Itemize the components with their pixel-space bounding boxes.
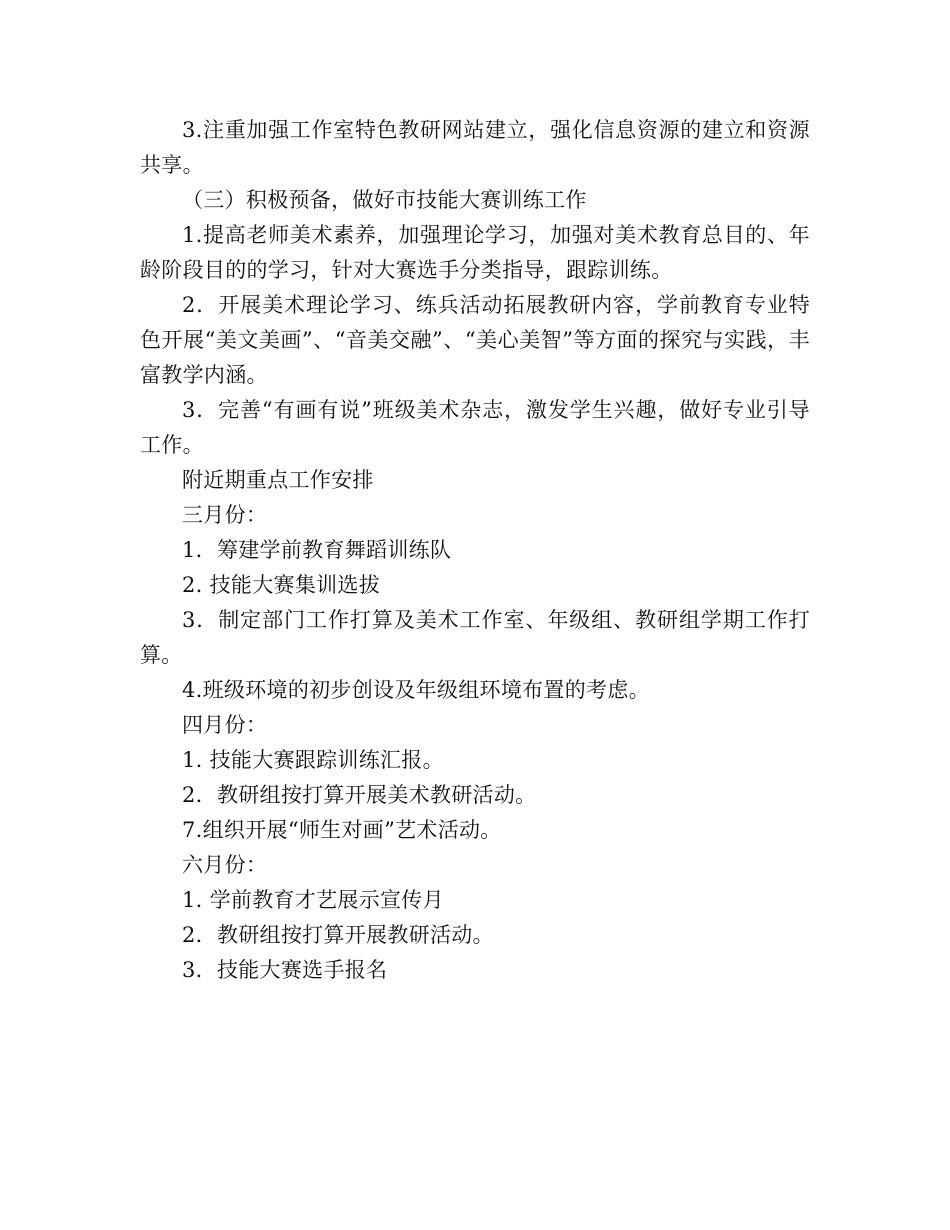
paragraph-art-theory: 2．开展美术理论学习、练兵活动拓展教研内容，学前教育专业特色开展“美文美画”、“音美交融”、“美心美智”等方面的探究与实践，丰富教学内涵。 [140,293,810,387]
list-item: 3．技能大赛选手报名 [182,958,388,982]
paragraph-teacher-literacy: 1.提高老师美术素养，加强理论学习，加强对美术教育总目的、年龄阶段目的的学习，针对大赛选手分类指导，跟踪训练。 [140,223,810,282]
month-heading-march: 三月份： [182,503,268,527]
month-heading-june: 六月份： [182,853,268,877]
list-item: 3．制定部门工作打算及美术工作室、年级组、教研组学期工作打算。 [140,608,810,667]
list-item: 1．筹建学前教育舞蹈训练队 [182,538,452,562]
heading-schedule: 附近期重点工作安排 [182,468,374,492]
month-heading-april: 四月份： [182,713,268,737]
list-item: 1. 学前教育才艺展示宣传月 [182,888,444,912]
list-item: 2. 技能大赛集训选拔 [182,573,381,597]
list-item: 4.班级环境的初步创设及年级组环境布置的考虑。 [182,678,650,702]
list-item: 2．教研组按打算开展教研活动。 [182,923,494,947]
section-heading-skills-contest: （三）积极预备，做好市技能大赛训练工作 [182,188,587,212]
paragraph-studio-website: 3.注重加强工作室特色教研网站建立，强化信息资源的建立和资源共享。 [140,118,810,177]
paragraph-class-magazine: 3．完善“有画有说”班级美术杂志，激发学生兴趣，做好专业引导工作。 [140,398,810,457]
list-item: 2．教研组按打算开展美术教研活动。 [182,783,537,807]
document-page [140,113,810,988]
list-item: 7.组织开展“师生对画”艺术活动。 [182,818,502,842]
list-item: 1. 技能大赛跟踪训练汇报。 [182,748,444,772]
